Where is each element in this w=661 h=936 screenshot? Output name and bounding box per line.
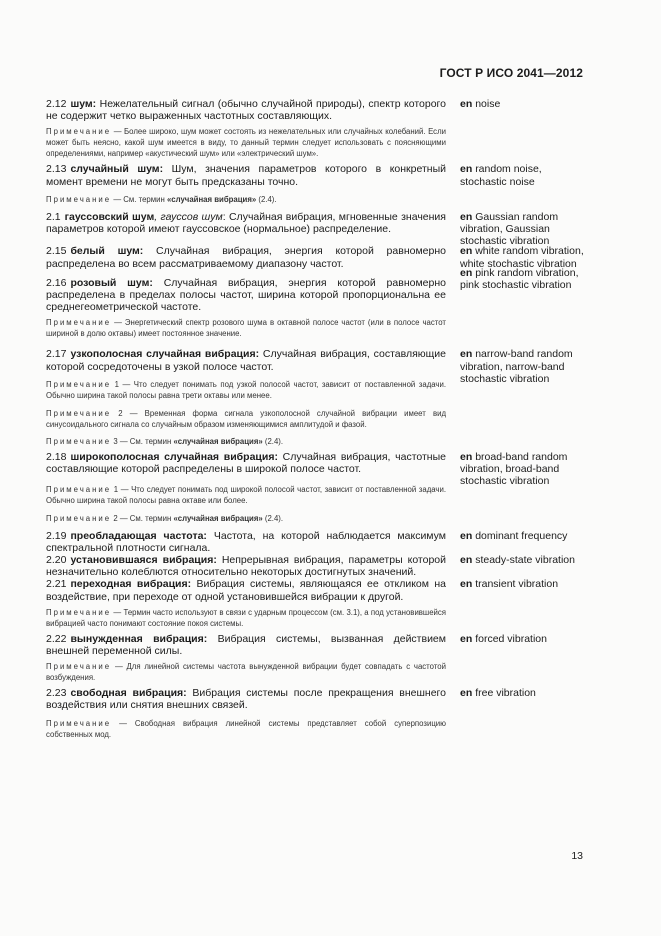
english-equivalent: en steady-state vibration bbox=[460, 554, 575, 567]
term-definition: 2.23 свободная вибрация: Вибрация системы после прекращения внешнего воздействия или снятия внешних связей. bbox=[46, 687, 446, 712]
english-equivalent: en dominant frequency bbox=[460, 529, 568, 542]
term-definition: 2.21 переходная вибрация: Вибрация системы, являющаяся ее откликом на воздействие, при переходе от одной установившейся вибрации к другой. bbox=[46, 578, 446, 603]
term-entry-2-12 bbox=[46, 98, 586, 122]
note-1: Примечание 1 — Что следует понимать под узкой полосой частот, зависит от поставленной задачи. Обычно ширина такой полосы равна трети октавы или менее. bbox=[46, 380, 446, 401]
note: Примечание — Термин часто используют в связи с ударным процессом (см. 3.1), а под установившейся вибрацией часто понимают состояние покоя системы. bbox=[46, 607, 447, 628]
term-definition: 2.22 вынужденная вибрация: Вибрация системы, вызванная действием внешней переменной силы. bbox=[46, 632, 446, 658]
english-equivalent: en narrow-band random vibration, narrow-band stochastic vibration bbox=[460, 348, 573, 385]
note: Примечание — Энергетический спектр розового шума в октавной полосе частот (или в полосе частот шириной в долю октавы) имеет постоянное значение. bbox=[46, 318, 446, 339]
english-equivalent: en noise bbox=[460, 98, 501, 110]
page-number: 13 bbox=[571, 850, 583, 862]
term-definition: 2.12 шум: Нежелательный сигнал (обычно случайной природы), спектр которого не содержит четко выраженных частотных составляющих. bbox=[46, 98, 446, 123]
term-definition: 2.20 установившаяся вибрация: Непрерывная вибрация, параметры которой незначительно колеблются относительно некоторых достигнутых значений. bbox=[46, 554, 447, 579]
english-equivalent: en broad-band random vibration, broad-band stochastic vibration bbox=[460, 451, 568, 488]
note: Примечание — Более широко, шум может состоять из нежелательных или случайных колебаний. Если может быть неясно, какой шум имеется в виду, то данный термин следует использовать с поясняющими определениями, например «акустический шум» или «электрический шум». bbox=[46, 127, 446, 159]
term-definition: 2.15 белый шум: Случайная вибрация, энергия которой равномерно распределена во всем рассматриваемому диапазону частот. bbox=[46, 245, 446, 270]
term-entry-2-20 bbox=[46, 554, 586, 578]
english-equivalent: en transient vibration bbox=[460, 578, 559, 591]
term-entry-2-19 bbox=[46, 530, 586, 554]
english-equivalent: en white random vibration, white stochastic vibration bbox=[460, 245, 584, 270]
term-definition: 2.13 случайный шум: Шум, значения параметров которого в конкретный момент времени не могут быть предсказаны точно. bbox=[46, 163, 447, 188]
english-equivalent: en random noise, stochastic noise bbox=[460, 163, 542, 188]
term-entry-2-13 bbox=[46, 163, 586, 187]
note-2: Примечание 2 — Временная форма сигнала узкополосной случайной вибрации имеет вид синусоидального сигнала со случайным образом изменяющимися амплитудой и фазой. bbox=[46, 409, 446, 430]
term-definition: 2.17 узкополосная случайная вибрация: Случайная вибрация, составляющие которой сосредоточены в узкой полосе частот. bbox=[46, 348, 446, 373]
term-definition: 2.18 широкополосная случайная вибрация: Случайная вибрация, частотные составляющие которой распределены в широкой полосе частот. bbox=[46, 451, 446, 476]
term-entry-2-22 bbox=[46, 633, 586, 657]
term-entry-2-14 bbox=[46, 211, 586, 248]
term-entry-2-16 bbox=[46, 267, 586, 314]
note: Примечание — Для линейной системы частота вынужденной вибрации будет совпадать с частотой возбуждения. bbox=[46, 662, 447, 683]
term-definition: 2.1 гауссовский шум, гауссов шум: Случайная вибрация, мгновенные значения параметров которой имеют гауссовское (нормальное) распределение. bbox=[46, 210, 446, 236]
english-equivalent: en forced vibration bbox=[460, 632, 547, 645]
note: Примечание — Свободная вибрация линейной системы представляет собой суперпозицию собственных мод. bbox=[46, 718, 446, 739]
english-equivalent: en free vibration bbox=[460, 687, 536, 700]
terms-list bbox=[46, 98, 586, 740]
term-entry-2-18 bbox=[46, 451, 586, 488]
term-entry-2-21 bbox=[46, 578, 586, 602]
term-definition: 2.16 розовый шум: Случайная вибрация, энергия которой равномерно распределена в пределах полосы частот, ширина которой пропорциональна ее среднегеометрической частоте. bbox=[46, 276, 446, 314]
standard-header: ГОСТ Р ИСО 2041—2012 bbox=[439, 66, 583, 80]
note-3: Примечание 3 — См. термин «случайная вибрация» (2.4). bbox=[46, 437, 284, 447]
term-entry-2-23 bbox=[46, 687, 586, 711]
term-definition: 2.19 преобладающая частота: Частота, на которой наблюдается максимум спектральной плотности сигнала. bbox=[46, 529, 446, 554]
english-equivalent: en Gaussian random vibration, Gaussian stochastic vibration bbox=[460, 210, 559, 248]
note-1: Примечание 1 — Что следует понимать под широкой полосой частот, зависит от поставленной задачи. Обычно ширина такой полосы равна октаве или более. bbox=[46, 484, 447, 505]
english-equivalent: en pink random vibration, pink stochastic vibration bbox=[460, 266, 579, 292]
note: Примечание — См. термин «случайная вибрация» (2.4). bbox=[46, 194, 277, 204]
note-2: Примечание 2 — См. термин «случайная вибрация» (2.4). bbox=[46, 513, 284, 523]
